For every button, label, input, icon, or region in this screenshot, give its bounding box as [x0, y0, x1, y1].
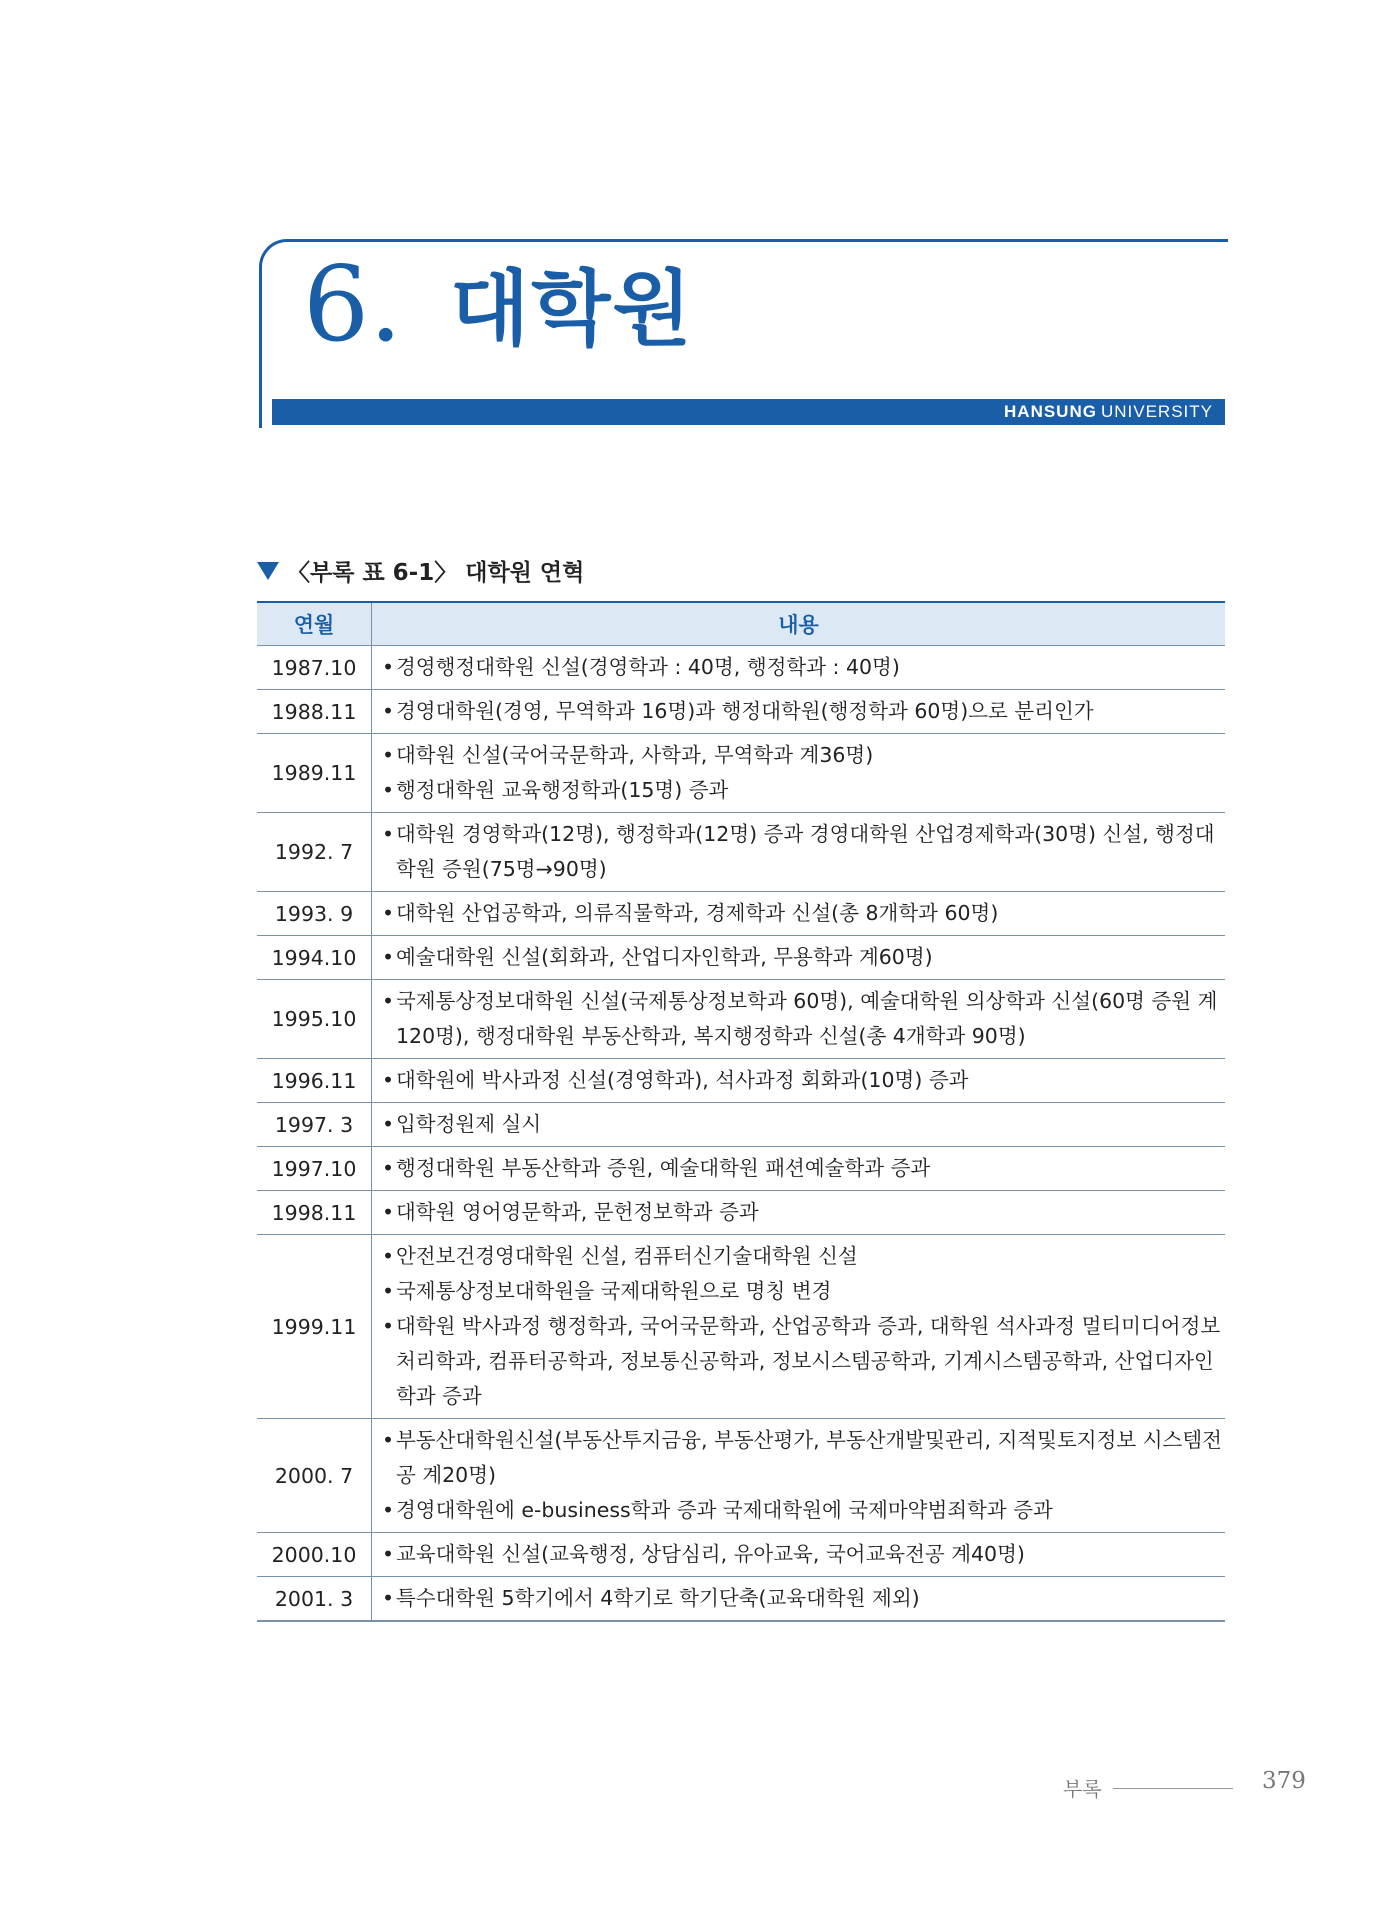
table-caption	[257, 554, 584, 587]
chapter-number: 6.	[303, 243, 403, 365]
table-row	[257, 734, 1225, 813]
list-item: • 대학원에 박사과정 신설(경영학과), 석사과정 회화과(10명) 증과	[382, 1063, 1225, 1098]
row-date: 1993. 9	[257, 892, 372, 936]
bullet-list	[382, 1581, 1225, 1616]
list-item: • 교육대학원 신설(교육행정, 상담심리, 유아교육, 국어교육전공 계40명)	[382, 1537, 1225, 1572]
list-item: • 경영행정대학원 신설(경영학과 : 40명, 행정학과 : 40명)	[382, 650, 1225, 685]
table-row	[257, 1191, 1225, 1235]
list-item: • 대학원 산업공학과, 의류직물학과, 경제학과 신설(총 8개학과 60명)	[382, 896, 1225, 931]
table-row	[257, 646, 1225, 690]
row-content	[372, 980, 1226, 1059]
row-date: 1989.11	[257, 734, 372, 813]
list-item: • 예술대학원 신설(회화과, 산업디자인학과, 무용학과 계60명)	[382, 940, 1225, 975]
brand-suffix: UNIVERSITY	[1100, 402, 1213, 421]
list-item: • 대학원 박사과정 행정학과, 국어국문학과, 산업공학과 증과, 대학원 석사과정 멀티미디어정보처리학과, 컴퓨터공학과, 정보통신공학과, 정보시스템공학과, 기계시스템공학과, 산업디자인학과 증과	[382, 1309, 1225, 1414]
table-row	[257, 813, 1225, 892]
table-row	[257, 892, 1225, 936]
page-number: 379	[1262, 1768, 1306, 1794]
table-row	[257, 936, 1225, 980]
row-date: 1996.11	[257, 1059, 372, 1103]
list-item: • 경영대학원에 e-business학과 증과 국제대학원에 국제마약범죄학과 증과	[382, 1493, 1225, 1528]
row-date: 1998.11	[257, 1191, 372, 1235]
row-content	[372, 1533, 1226, 1577]
row-date: 2001. 3	[257, 1577, 372, 1622]
row-date: 1992. 7	[257, 813, 372, 892]
row-date: 1999.11	[257, 1235, 372, 1419]
table-row	[257, 1235, 1225, 1419]
list-item: • 대학원 영어영문학과, 문헌정보학과 증과	[382, 1195, 1225, 1230]
row-content	[372, 1103, 1226, 1147]
table-row	[257, 1419, 1225, 1533]
bullet-list	[382, 817, 1225, 887]
bullet-list	[382, 896, 1225, 931]
table-row	[257, 1147, 1225, 1191]
table-header-row	[257, 602, 1225, 646]
row-content	[372, 1191, 1226, 1235]
row-content	[372, 734, 1226, 813]
table-row	[257, 690, 1225, 734]
bullet-list	[382, 984, 1225, 1054]
row-date: 1988.11	[257, 690, 372, 734]
history-table	[257, 601, 1225, 1622]
footer-rule	[1113, 1788, 1233, 1789]
list-item: • 입학정원제 실시	[382, 1107, 1225, 1142]
row-content	[372, 892, 1226, 936]
bullet-list	[382, 1107, 1225, 1142]
list-item: • 행정대학원 부동산학과 증원, 예술대학원 패션예술학과 증과	[382, 1151, 1225, 1186]
list-item: • 경영대학원(경영, 무역학과 16명)과 행정대학원(행정학과 60명)으로 분리인가	[382, 694, 1225, 729]
row-date: 2000.10	[257, 1533, 372, 1577]
row-content	[372, 936, 1226, 980]
bullet-list	[382, 738, 1225, 808]
row-date: 1997. 3	[257, 1103, 372, 1147]
list-item: • 대학원 신설(국어국문학과, 사학과, 무역학과 계36명)	[382, 738, 1225, 773]
table-row	[257, 1059, 1225, 1103]
row-date: 1987.10	[257, 646, 372, 690]
bullet-list	[382, 694, 1225, 729]
table-row	[257, 1577, 1225, 1622]
table-body	[257, 646, 1225, 1622]
footer-section-label: 부록	[1063, 1777, 1102, 1801]
row-content	[372, 1577, 1226, 1622]
table-caption-text: 〈부록 표 6-1〉 대학원 연혁	[287, 560, 585, 586]
chapter-title: 대학원	[450, 261, 694, 357]
list-item: • 부동산대학원신설(부동산투지금융, 부동산평가, 부동산개발및관리, 지적및토지정보 시스템전공 계20명)	[382, 1423, 1225, 1493]
brand-bar	[272, 399, 1225, 425]
bullet-list	[382, 1151, 1225, 1186]
row-content	[372, 1235, 1226, 1419]
row-content	[372, 1419, 1226, 1533]
row-content	[372, 646, 1226, 690]
row-content	[372, 813, 1226, 892]
header-date: 연월	[257, 602, 372, 646]
bullet-list	[382, 1195, 1225, 1230]
row-content	[372, 1147, 1226, 1191]
list-item: • 국제통상정보대학원을 국제대학원으로 명칭 변경	[382, 1274, 1225, 1309]
table-row	[257, 980, 1225, 1059]
bullet-list	[382, 650, 1225, 685]
brand-name: HANSUNG	[1004, 402, 1097, 421]
list-item: • 안전보건경영대학원 신설, 컴퓨터신기술대학원 신설	[382, 1239, 1225, 1274]
triangle-down-icon	[257, 562, 279, 580]
row-date: 2000. 7	[257, 1419, 372, 1533]
row-date: 1994.10	[257, 936, 372, 980]
bullet-list	[382, 1423, 1225, 1528]
table-row	[257, 1533, 1225, 1577]
bullet-list	[382, 1239, 1225, 1414]
bullet-list	[382, 1063, 1225, 1098]
list-item: • 특수대학원 5학기에서 4학기로 학기단축(교육대학원 제외)	[382, 1581, 1225, 1616]
list-item: • 국제통상정보대학원 신설(국제통상정보학과 60명), 예술대학원 의상학과 신설(60명 증원 계 120명), 행정대학원 부동산학과, 복지행정학과 신설(총 4개학과 90명)	[382, 984, 1225, 1054]
bullet-list	[382, 1537, 1225, 1572]
list-item: • 대학원 경영학과(12명), 행정학과(12명) 증과 경영대학원 산업경제학과(30명) 신설, 행정대학원 증원(75명→90명)	[382, 817, 1225, 887]
row-date: 1997.10	[257, 1147, 372, 1191]
bullet-list	[382, 940, 1225, 975]
row-content	[372, 1059, 1226, 1103]
list-item: • 행정대학원 교육행정학과(15명) 증과	[382, 773, 1225, 808]
row-content	[372, 690, 1226, 734]
row-date: 1995.10	[257, 980, 372, 1059]
header-content: 내용	[372, 602, 1226, 646]
table-row	[257, 1103, 1225, 1147]
